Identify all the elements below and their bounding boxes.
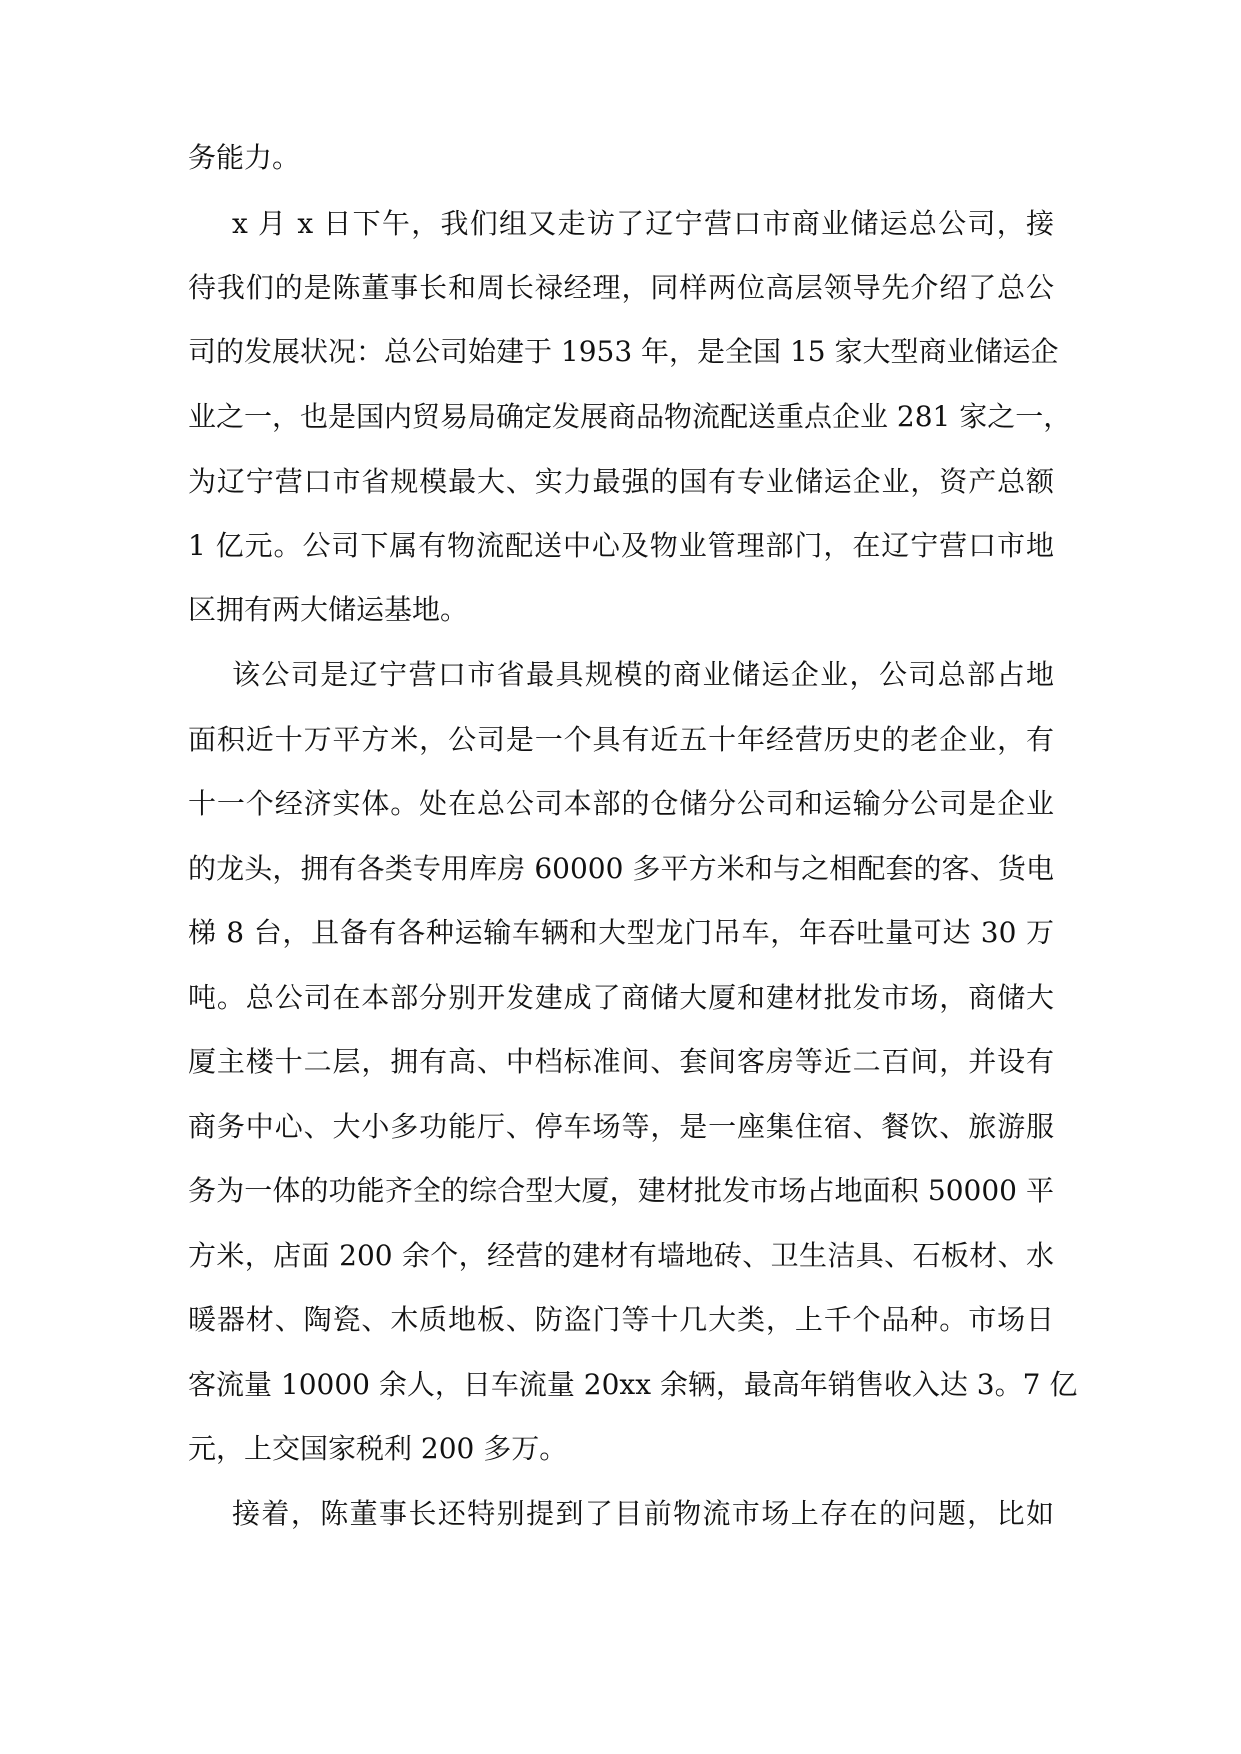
text-line: 1 亿元。公司下属有物流配送中心及物业管理部门，在辽宁营口市地 — [188, 529, 1054, 562]
text-line: 司的发展状况：总公司始建于 1953 年，是全国 15 家大型商业储运企 — [188, 335, 1059, 368]
paragraph-2-line: 该公司是辽宁营口市省最具规模的商业储运企业，公司总部占地 — [232, 658, 1054, 691]
paragraph-3-line: 接着，陈董事长还特别提到了目前物流市场上存在的问题，比如 — [232, 1497, 1054, 1530]
text-line: 暖器材、陶瓷、木质地板、防盗门等十几大类，上千个品种。市场日 — [188, 1303, 1054, 1336]
text-line: 为辽宁营口市省规模最大、实力最强的国有专业储运企业，资产总额 — [188, 465, 1054, 498]
text-line: 业之一，也是国内贸易局确定发展商品物流配送重点企业 281 家之一， — [188, 400, 1072, 433]
text-line: 厦主楼十二层，拥有高、中档标准间、套间客房等近二百间，并设有 — [188, 1045, 1054, 1078]
text-line: 客流量 10000 余人，日车流量 20xx 余辆，最高年销售收入达 3。7 亿 — [188, 1368, 1078, 1401]
text-line: 商务中心、大小多功能厅、停车场等，是一座集住宿、餐饮、旅游服 — [188, 1110, 1054, 1143]
document-page — [188, 0, 1078, 1754]
text-line: 吨。总公司在本部分别开发建成了商储大厦和建材批发市场，商储大 — [188, 981, 1054, 1014]
text-line: 十一个经济实体。处在总公司本部的仓储分公司和运输分公司是企业 — [188, 787, 1054, 820]
text-line: 区拥有两大储运基地。 — [188, 593, 469, 626]
text-line: 元，上交国家税利 200 多万。 — [188, 1432, 568, 1465]
text-line: 务能力。 — [188, 141, 301, 174]
text-line: 务为一体的功能齐全的综合型大厦，建材批发市场占地面积 50000 平 — [188, 1174, 1054, 1207]
text-line: 待我们的是陈董事长和周长禄经理，同样两位高层领导先介绍了总公 — [188, 271, 1054, 304]
text-line: 梯 8 台，且备有各种运输车辆和大型龙门吊车，年吞吐量可达 30 万 — [188, 916, 1054, 949]
text-line: 方米，店面 200 余个，经营的建材有墙地砖、卫生洁具、石板材、水 — [188, 1239, 1054, 1272]
paragraph-1-line: x 月 x 日下午，我们组又走访了辽宁营口市商业储运总公司，接 — [232, 207, 1054, 240]
text-line: 的龙头，拥有各类专用库房 60000 多平方米和与之相配套的客、货电 — [188, 852, 1054, 885]
text-line: 面积近十万平方米，公司是一个具有近五十年经营历史的老企业，有 — [188, 723, 1054, 756]
